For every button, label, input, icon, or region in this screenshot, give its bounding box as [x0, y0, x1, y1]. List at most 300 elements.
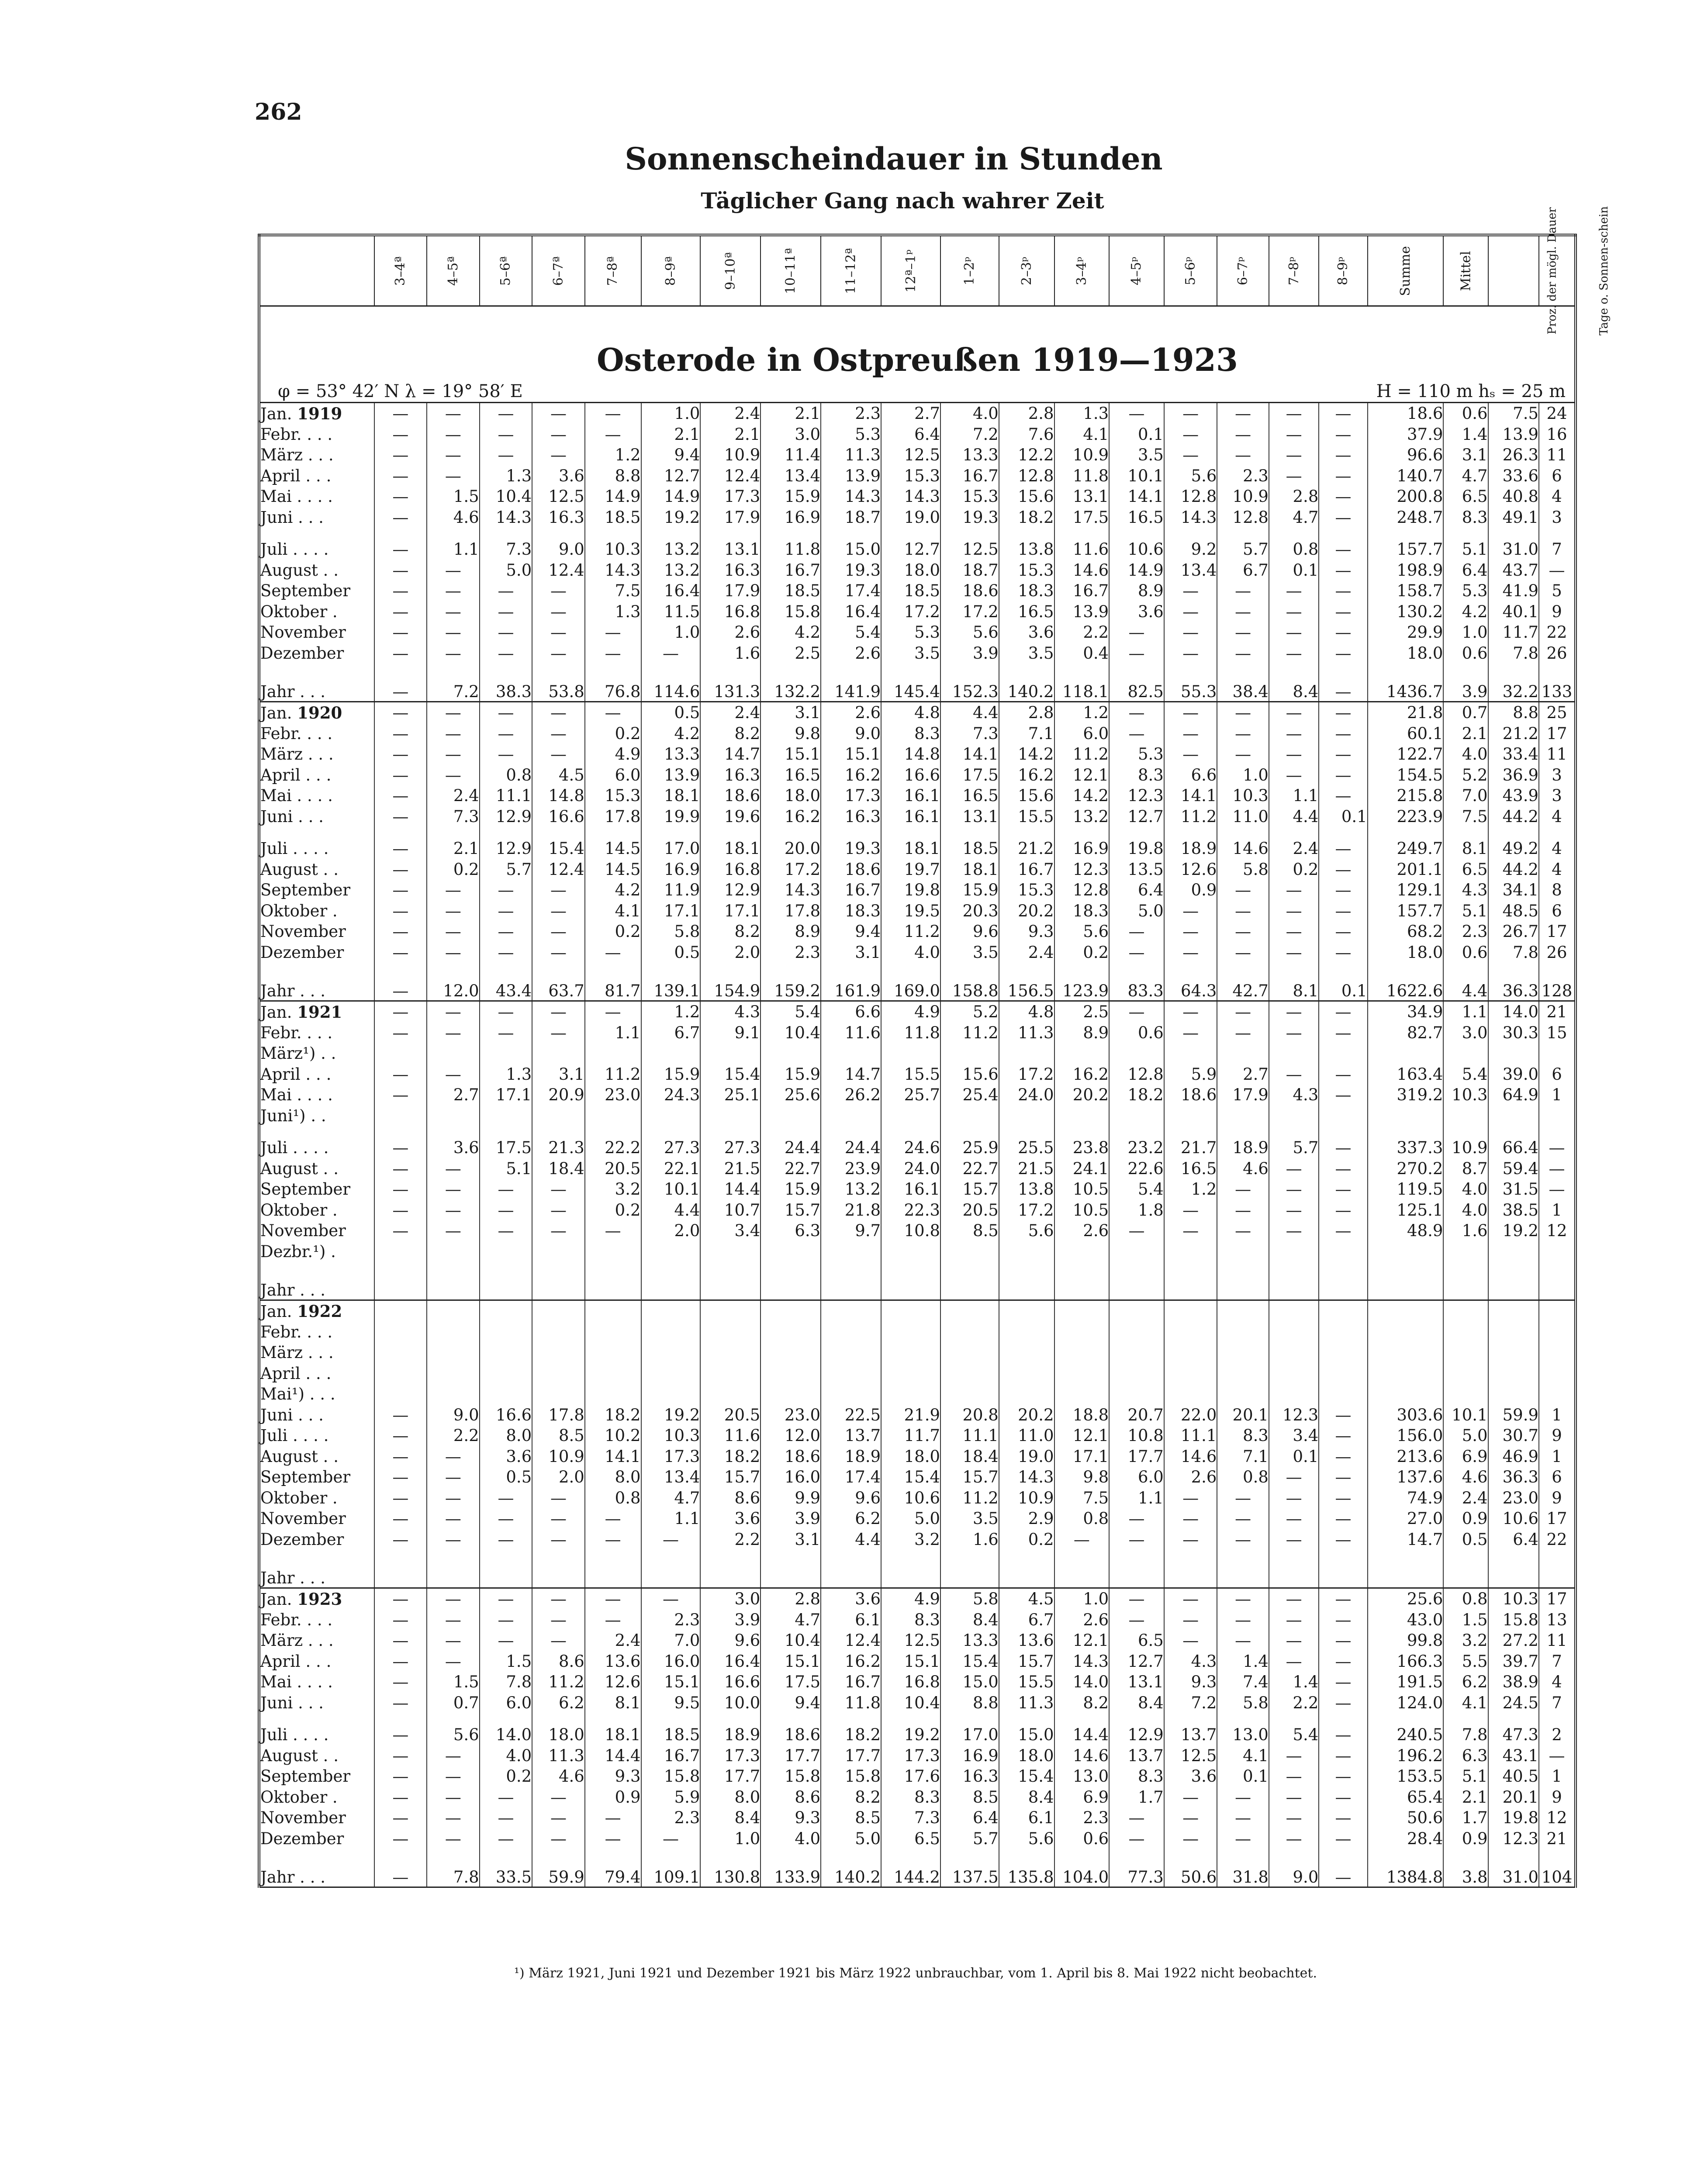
- data-cell: 7.5: [1443, 806, 1488, 827]
- data-cell: —: [1319, 1651, 1367, 1672]
- data-cell: 3.1: [532, 1064, 585, 1085]
- data-cell: 4.6: [1443, 1467, 1488, 1488]
- data-cell: [427, 1300, 480, 1322]
- data-cell: 145.4: [881, 675, 940, 702]
- data-cell: 11.6: [821, 1023, 881, 1044]
- data-cell: 10.3: [641, 1425, 701, 1446]
- data-cell: [1488, 1043, 1539, 1064]
- row-label: August . .: [259, 1745, 374, 1766]
- data-cell: 1.0: [1443, 622, 1488, 643]
- data-cell: [532, 1106, 585, 1127]
- data-cell: 74.9: [1368, 1488, 1444, 1509]
- data-cell: [1488, 1713, 1539, 1724]
- data-cell: 25.6: [761, 1085, 821, 1106]
- data-cell: 1.5: [427, 486, 480, 507]
- data-cell: [881, 827, 940, 838]
- data-cell: [940, 1849, 999, 1860]
- data-cell: [881, 528, 940, 539]
- data-cell: —: [1109, 622, 1164, 643]
- data-cell: [1164, 1241, 1217, 1262]
- data-cell: 11.8: [1054, 466, 1110, 487]
- data-cell: 17.2: [761, 859, 821, 880]
- data-cell: 10.9: [1443, 1137, 1488, 1158]
- data-cell: [1319, 1106, 1367, 1127]
- data-cell: 17.3: [700, 486, 761, 507]
- data-cell: 2.4: [700, 702, 761, 723]
- data-cell: —: [1319, 507, 1367, 528]
- data-cell: [761, 963, 821, 974]
- data-cell: —: [1269, 403, 1319, 424]
- data-cell: —: [1319, 1158, 1367, 1179]
- data-cell: 16.6: [532, 806, 585, 827]
- data-cell: 16.9: [940, 1745, 999, 1766]
- data-cell: 5.0: [480, 560, 532, 581]
- data-cell: 12.2: [999, 445, 1054, 466]
- data-cell: [480, 1363, 532, 1384]
- data-cell: 11: [1539, 1630, 1576, 1651]
- data-cell: —: [1319, 1630, 1367, 1651]
- data-cell: —: [427, 1828, 480, 1849]
- data-cell: [1217, 528, 1269, 539]
- data-cell: 21.2: [1488, 723, 1539, 744]
- data-cell: 17.2: [881, 601, 940, 622]
- data-cell: —: [585, 403, 641, 424]
- data-cell: [641, 1241, 701, 1262]
- data-cell: [1054, 827, 1110, 838]
- data-cell: 9.3: [761, 1807, 821, 1828]
- data-cell: [1443, 1273, 1488, 1300]
- data-cell: 16.9: [641, 859, 701, 880]
- data-cell: —: [374, 1693, 427, 1714]
- data-cell: 10.4: [881, 1693, 940, 1714]
- data-cell: —: [1269, 445, 1319, 466]
- data-cell: 2.3: [641, 1807, 701, 1828]
- data-cell: 14.8: [881, 744, 940, 765]
- data-cell: —: [374, 1425, 427, 1446]
- data-cell: —: [1319, 901, 1367, 922]
- data-cell: [480, 1384, 532, 1405]
- data-cell: [1539, 1849, 1576, 1860]
- data-cell: 15.9: [641, 1064, 701, 1085]
- data-cell: 1.2: [1054, 702, 1110, 723]
- data-cell: —: [480, 880, 532, 901]
- data-cell: 17.5: [480, 1137, 532, 1158]
- data-cell: 0.1: [1269, 1446, 1319, 1467]
- data-cell: [821, 1322, 881, 1343]
- data-cell: 17.5: [940, 765, 999, 786]
- month-row: [259, 1158, 1576, 1179]
- data-cell: 37.9: [1368, 424, 1444, 445]
- data-cell: —: [1269, 1529, 1319, 1550]
- data-cell: —: [427, 1766, 480, 1787]
- data-cell: 12.7: [641, 466, 701, 487]
- data-cell: [585, 1363, 641, 1384]
- data-cell: 12.8: [1217, 507, 1269, 528]
- data-cell: 12.9: [480, 806, 532, 827]
- data-cell: [641, 1043, 701, 1064]
- data-cell: —: [1319, 1610, 1367, 1631]
- data-cell: 14.3: [1164, 507, 1217, 528]
- data-cell: [940, 1561, 999, 1588]
- row-label: September: [259, 880, 374, 901]
- data-cell: [761, 1550, 821, 1561]
- data-cell: 17.2: [999, 1200, 1054, 1221]
- data-cell: —: [480, 1787, 532, 1808]
- row-label: Dezember: [259, 942, 374, 963]
- year-label: 1922: [297, 1301, 342, 1321]
- row-label: März . . .: [259, 744, 374, 765]
- data-cell: 0.9: [1164, 880, 1217, 901]
- row-label: September: [259, 1179, 374, 1200]
- data-cell: 6.6: [821, 1001, 881, 1023]
- data-cell: —: [1164, 1828, 1217, 1849]
- data-cell: 18.7: [821, 507, 881, 528]
- data-cell: —: [1164, 723, 1217, 744]
- data-cell: —: [641, 1529, 701, 1550]
- row-label: März . . .: [259, 445, 374, 466]
- data-cell: 2.4: [585, 1630, 641, 1651]
- data-cell: 137.6: [1368, 1467, 1444, 1488]
- data-cell: 16.5: [761, 765, 821, 786]
- column-header: [480, 235, 532, 306]
- data-cell: 10.6: [881, 1488, 940, 1509]
- year-total-row: [259, 1561, 1576, 1588]
- data-cell: —: [1109, 403, 1164, 424]
- data-cell: 23.0: [761, 1405, 821, 1426]
- data-cell: 152.3: [940, 675, 999, 702]
- row-label: August . .: [259, 859, 374, 880]
- data-cell: 21.8: [821, 1200, 881, 1221]
- data-cell: 6.1: [821, 1610, 881, 1631]
- data-cell: —: [1269, 1610, 1319, 1631]
- data-cell: 4.7: [1443, 466, 1488, 487]
- data-cell: 12.3: [1269, 1405, 1319, 1426]
- data-cell: 15.7: [940, 1179, 999, 1200]
- data-cell: 133: [1539, 675, 1576, 702]
- data-cell: [374, 963, 427, 974]
- data-cell: 16.7: [821, 880, 881, 901]
- data-cell: 270.2: [1368, 1158, 1444, 1179]
- data-cell: 18.6: [940, 581, 999, 601]
- data-cell: [480, 1241, 532, 1262]
- data-cell: 7.5: [585, 581, 641, 601]
- data-cell: 10.6: [1488, 1508, 1539, 1529]
- data-cell: 9: [1539, 1787, 1576, 1808]
- data-cell: 12.1: [1054, 1630, 1110, 1651]
- data-cell: 18.6: [761, 1446, 821, 1467]
- data-cell: 15.0: [821, 539, 881, 560]
- data-cell: 2.7: [427, 1085, 480, 1106]
- data-cell: 1.4: [1269, 1672, 1319, 1693]
- month-row: [259, 1043, 1576, 1064]
- data-cell: 24.6: [881, 1137, 940, 1158]
- data-cell: 8.0: [480, 1425, 532, 1446]
- data-cell: [1054, 1550, 1110, 1561]
- data-cell: [1109, 1561, 1164, 1588]
- data-cell: [585, 1241, 641, 1262]
- data-cell: 12: [1539, 1220, 1576, 1241]
- data-cell: 10.1: [641, 1179, 701, 1200]
- data-cell: —: [1217, 1001, 1269, 1023]
- data-cell: —: [1269, 1766, 1319, 1787]
- data-cell: 22.7: [761, 1158, 821, 1179]
- data-cell: —: [1217, 1023, 1269, 1044]
- column-header: [761, 235, 821, 306]
- data-cell: 14.7: [1368, 1529, 1444, 1550]
- data-cell: 5.1: [1443, 901, 1488, 922]
- data-cell: 3.6: [821, 1588, 881, 1610]
- data-cell: —: [532, 1630, 585, 1651]
- data-cell: 0.5: [480, 1467, 532, 1488]
- data-cell: 137.5: [940, 1860, 999, 1887]
- data-cell: 9.3: [1164, 1672, 1217, 1693]
- column-header-label: Summe: [1398, 245, 1414, 296]
- data-cell: 8.3: [1109, 765, 1164, 786]
- data-cell: 10.3: [1488, 1588, 1539, 1610]
- data-cell: —: [1319, 1693, 1367, 1714]
- data-cell: 8.2: [700, 921, 761, 942]
- data-cell: [1319, 1262, 1367, 1273]
- data-cell: —: [1319, 785, 1367, 806]
- data-cell: 3.6: [1164, 1766, 1217, 1787]
- data-cell: [585, 1713, 641, 1724]
- data-cell: 20.2: [1054, 1085, 1110, 1106]
- data-cell: 154.5: [1368, 765, 1444, 786]
- month-row: [259, 921, 1576, 942]
- data-cell: —: [427, 744, 480, 765]
- row-label: Oktober .: [259, 601, 374, 622]
- data-cell: —: [1269, 1508, 1319, 1529]
- data-cell: 15.8: [641, 1766, 701, 1787]
- data-cell: 8.5: [940, 1787, 999, 1808]
- data-cell: 21: [1539, 1828, 1576, 1849]
- data-cell: 99.8: [1368, 1630, 1444, 1651]
- data-cell: [585, 1384, 641, 1405]
- data-cell: 21.7: [1164, 1137, 1217, 1158]
- data-cell: [1217, 1106, 1269, 1127]
- data-cell: 18.0: [1368, 643, 1444, 664]
- data-cell: —: [1217, 1588, 1269, 1610]
- data-cell: 18.0: [761, 785, 821, 806]
- month-row: [259, 1220, 1576, 1241]
- data-cell: [641, 1126, 701, 1137]
- data-cell: [881, 1322, 940, 1343]
- data-cell: 3: [1539, 785, 1576, 806]
- data-cell: [585, 1273, 641, 1300]
- data-cell: [1488, 528, 1539, 539]
- data-cell: —: [532, 901, 585, 922]
- data-cell: 5.3: [821, 424, 881, 445]
- data-cell: [881, 1043, 940, 1064]
- data-cell: 8.3: [1109, 1766, 1164, 1787]
- data-cell: 18.5: [940, 838, 999, 859]
- data-cell: 12.5: [881, 445, 940, 466]
- data-cell: —: [1109, 1529, 1164, 1550]
- data-cell: 23.0: [585, 1085, 641, 1106]
- row-label: September: [259, 581, 374, 601]
- data-cell: 33.5: [480, 1860, 532, 1887]
- data-cell: 3: [1539, 507, 1576, 528]
- data-cell: 19.0: [999, 1446, 1054, 1467]
- row-label: Mai . . . .: [259, 1085, 374, 1106]
- data-cell: 249.7: [1368, 838, 1444, 859]
- data-cell: 8.7: [1443, 1158, 1488, 1179]
- data-cell: 2.0: [700, 942, 761, 963]
- data-cell: 17.0: [641, 838, 701, 859]
- data-cell: 11.2: [940, 1488, 999, 1509]
- data-cell: —: [1217, 1179, 1269, 1200]
- data-cell: 7.3: [881, 1807, 940, 1828]
- data-cell: 12.7: [881, 539, 940, 560]
- data-cell: 2.6: [1164, 1467, 1217, 1488]
- data-cell: —: [1269, 942, 1319, 963]
- data-cell: 3.5: [940, 1508, 999, 1529]
- data-cell: [1539, 1241, 1576, 1262]
- data-cell: 6: [1539, 901, 1576, 922]
- data-cell: [761, 663, 821, 675]
- data-cell: 6: [1539, 1064, 1576, 1085]
- data-cell: —: [1217, 445, 1269, 466]
- data-cell: 36.3: [1488, 974, 1539, 1001]
- data-cell: 13.9: [821, 466, 881, 487]
- data-cell: [1109, 1322, 1164, 1343]
- data-cell: [761, 1043, 821, 1064]
- data-cell: 3.6: [700, 1508, 761, 1529]
- data-cell: —: [480, 445, 532, 466]
- data-cell: [1319, 1126, 1367, 1137]
- data-cell: —: [585, 424, 641, 445]
- data-cell: [1443, 1550, 1488, 1561]
- data-cell: 15.3: [999, 560, 1054, 581]
- data-cell: —: [374, 1529, 427, 1550]
- data-cell: [374, 1043, 427, 1064]
- data-cell: 6: [1539, 1467, 1576, 1488]
- data-cell: —: [1269, 1787, 1319, 1808]
- data-cell: —: [1319, 424, 1367, 445]
- data-cell: 4.9: [881, 1588, 940, 1610]
- row-label: August . .: [259, 1158, 374, 1179]
- data-cell: 7.1: [1217, 1446, 1269, 1467]
- data-cell: —: [585, 622, 641, 643]
- data-cell: 8.4: [999, 1787, 1054, 1808]
- data-cell: 18.6: [821, 859, 881, 880]
- data-cell: 13.4: [761, 466, 821, 487]
- data-cell: —: [374, 785, 427, 806]
- data-cell: [1109, 1106, 1164, 1127]
- data-cell: —: [1269, 1220, 1319, 1241]
- data-cell: 2.8: [999, 702, 1054, 723]
- data-cell: 13.6: [999, 1630, 1054, 1651]
- page-number: 262: [255, 99, 302, 125]
- data-cell: 140.2: [999, 675, 1054, 702]
- data-cell: 3.1: [761, 702, 821, 723]
- data-cell: 17.2: [999, 1064, 1054, 1085]
- data-cell: 8.6: [700, 1488, 761, 1509]
- data-cell: [532, 827, 585, 838]
- data-cell: 0.6: [1443, 643, 1488, 664]
- data-cell: [999, 1561, 1054, 1588]
- row-label: April . . .: [259, 1363, 374, 1384]
- data-cell: 18.1: [700, 838, 761, 859]
- data-cell: 5.4: [761, 1001, 821, 1023]
- data-cell: —: [1164, 1508, 1217, 1529]
- data-cell: 17.3: [700, 1745, 761, 1766]
- data-cell: [1269, 1300, 1319, 1322]
- data-cell: [1488, 1849, 1539, 1860]
- data-cell: 6.6: [1164, 765, 1217, 786]
- data-cell: [1109, 1849, 1164, 1860]
- data-cell: [999, 1273, 1054, 1300]
- data-cell: [1539, 663, 1576, 675]
- data-cell: [585, 528, 641, 539]
- data-cell: [821, 1561, 881, 1588]
- data-cell: 10.5: [1054, 1179, 1110, 1200]
- data-cell: 8.8: [940, 1693, 999, 1714]
- row-label: April . . .: [259, 1064, 374, 1085]
- data-cell: 22.2: [585, 1137, 641, 1158]
- data-cell: 11.2: [532, 1672, 585, 1693]
- data-cell: 18.0: [999, 1745, 1054, 1766]
- data-cell: [1164, 1384, 1217, 1405]
- data-cell: [427, 1322, 480, 1343]
- year-label: 1923: [297, 1589, 342, 1609]
- data-cell: —: [532, 1787, 585, 1808]
- data-cell: [641, 1849, 701, 1860]
- data-cell: [1539, 1273, 1576, 1300]
- data-cell: —: [427, 1651, 480, 1672]
- data-cell: 18.1: [641, 785, 701, 806]
- data-cell: 22.0: [1164, 1405, 1217, 1426]
- data-cell: —: [427, 1807, 480, 1828]
- data-cell: 20.1: [1217, 1405, 1269, 1426]
- data-cell: —: [1269, 601, 1319, 622]
- data-cell: 2.4: [700, 403, 761, 424]
- data-cell: —: [1539, 1179, 1576, 1200]
- data-cell: —: [480, 1588, 532, 1610]
- data-cell: 1.7: [1443, 1807, 1488, 1828]
- data-cell: [1164, 1300, 1217, 1322]
- data-cell: 15.8: [1488, 1610, 1539, 1631]
- data-cell: 5.4: [821, 622, 881, 643]
- data-cell: 1.5: [427, 1672, 480, 1693]
- data-cell: 2.3: [761, 942, 821, 963]
- month-row: [259, 1588, 1576, 1610]
- data-cell: —: [374, 560, 427, 581]
- data-cell: [1319, 1241, 1367, 1262]
- data-cell: 2.3: [1217, 466, 1269, 487]
- row-label: November: [259, 622, 374, 643]
- row-label: September: [259, 1766, 374, 1787]
- data-cell: 43.9: [1488, 785, 1539, 806]
- data-cell: 27.3: [641, 1137, 701, 1158]
- column-header: [585, 235, 641, 306]
- data-cell: [940, 1384, 999, 1405]
- data-cell: 13.3: [641, 744, 701, 765]
- data-cell: 14.3: [821, 486, 881, 507]
- data-cell: 123.9: [1054, 974, 1110, 1001]
- data-cell: 0.6: [1443, 403, 1488, 424]
- data-cell: [1109, 528, 1164, 539]
- data-cell: —: [1164, 1787, 1217, 1808]
- data-cell: 135.8: [999, 1860, 1054, 1887]
- data-cell: 5.0: [1109, 901, 1164, 922]
- data-cell: 19.8: [1488, 1807, 1539, 1828]
- data-cell: 3.4: [700, 1220, 761, 1241]
- data-cell: 0.5: [1443, 1529, 1488, 1550]
- data-cell: 0.9: [585, 1787, 641, 1808]
- data-cell: —: [427, 1446, 480, 1467]
- data-cell: 23.9: [821, 1158, 881, 1179]
